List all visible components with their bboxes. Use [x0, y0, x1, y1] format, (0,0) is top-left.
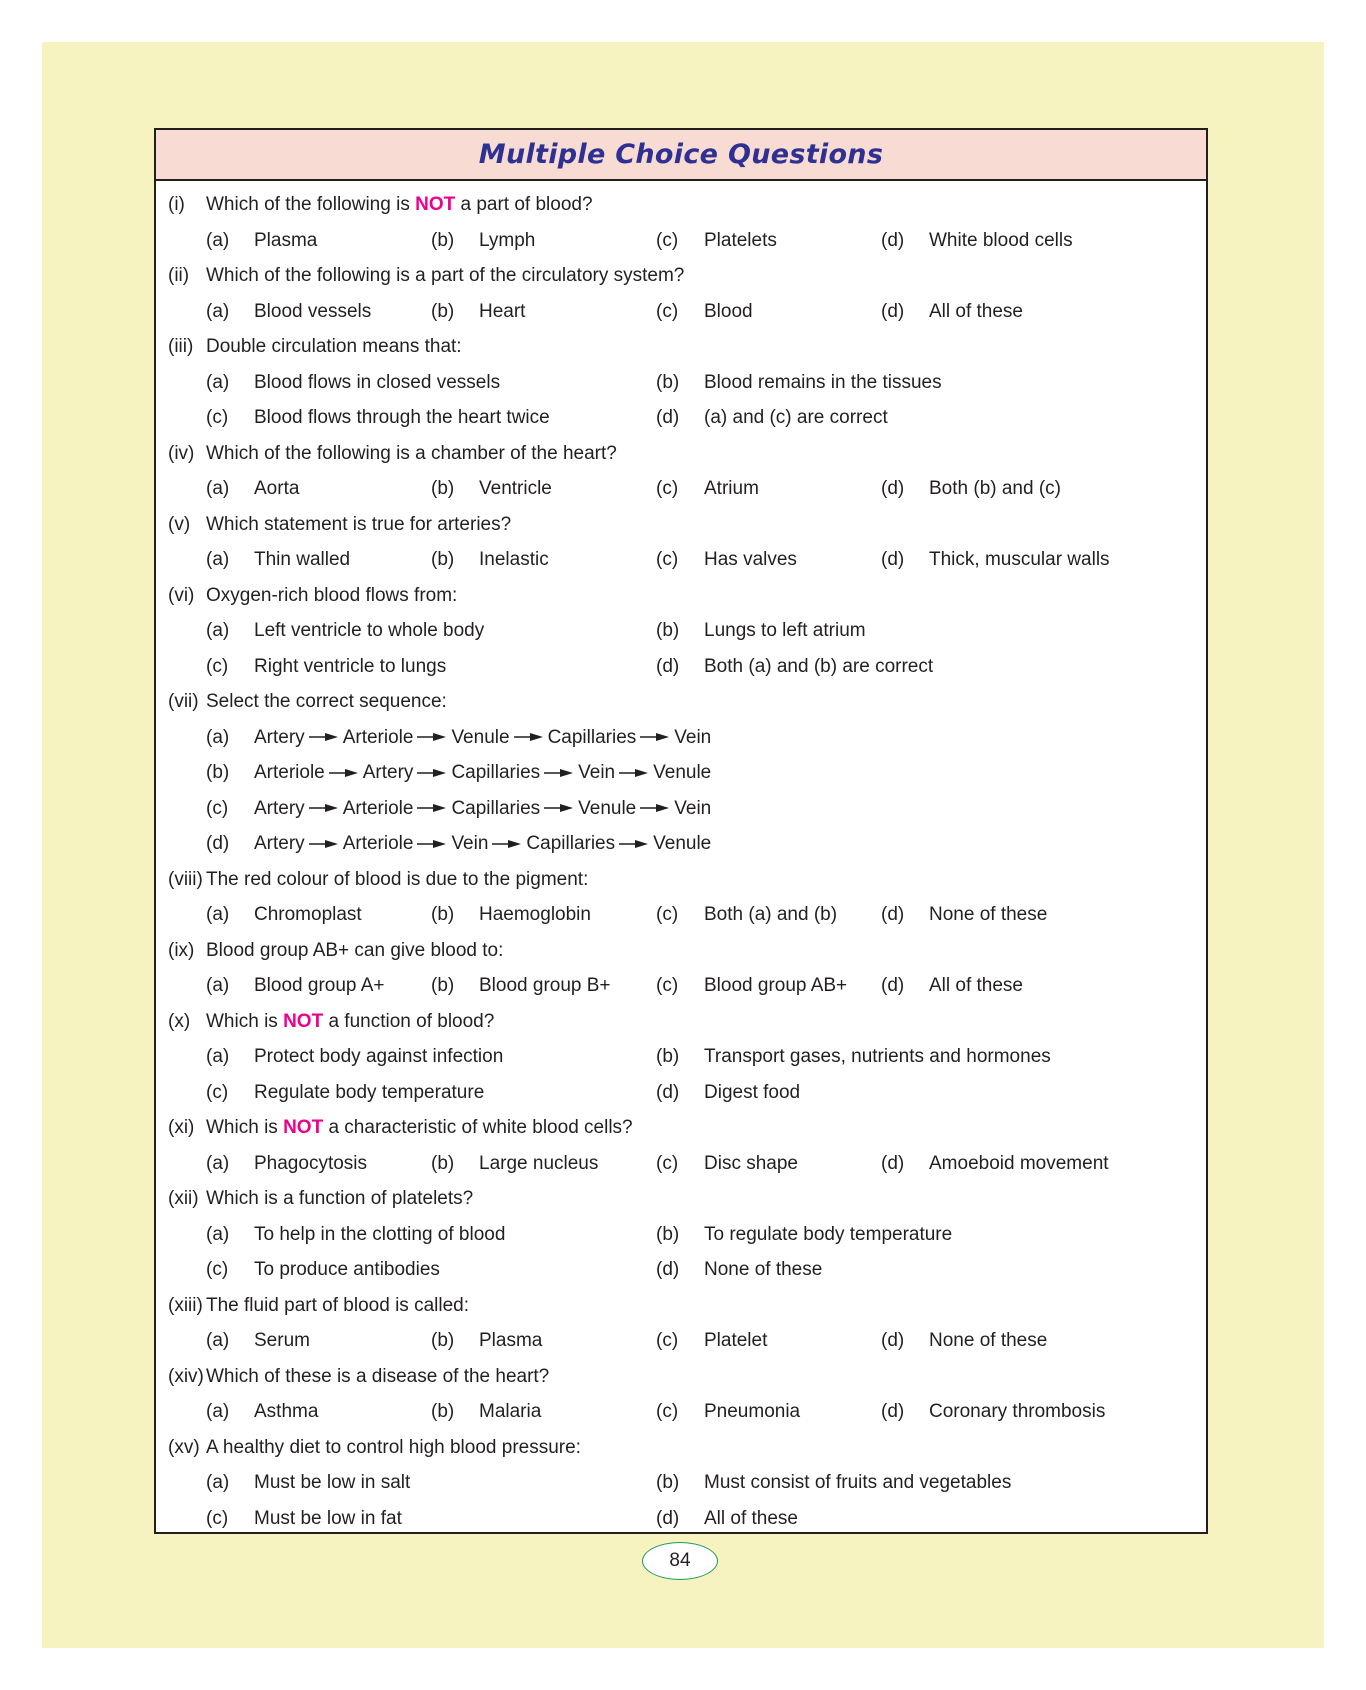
question-text-part: a function of blood? — [323, 1010, 495, 1032]
option-label: (d) — [656, 407, 680, 428]
option-text[interactable]: Chromoplast — [254, 904, 362, 925]
option-text[interactable]: Atrium — [704, 478, 759, 499]
options-row — [156, 1465, 1206, 1501]
question-text — [206, 187, 593, 223]
question-number: (xiii) — [168, 1294, 203, 1316]
options-row — [156, 294, 1206, 330]
option-label: (c) — [656, 1401, 679, 1422]
option-label: (a) — [206, 1472, 230, 1493]
question-row — [156, 1288, 1206, 1324]
options-row — [156, 1075, 1206, 1111]
option-text[interactable]: Serum — [254, 1330, 310, 1351]
option-text[interactable]: Pneumonia — [704, 1401, 801, 1422]
option-text[interactable]: Blood — [704, 300, 753, 322]
option-label: (c) — [656, 1330, 679, 1351]
option-label: (a) — [206, 549, 230, 570]
arrow-icon — [309, 732, 339, 742]
question-text — [206, 507, 511, 543]
mcq-box — [154, 128, 1208, 1534]
option-text[interactable]: To produce antibodies — [254, 1259, 440, 1280]
option-text[interactable]: Inelastic — [479, 549, 549, 570]
sequence-step: Artery — [254, 726, 305, 748]
option-text[interactable]: Blood remains in the tissues — [704, 371, 942, 393]
option-label: (a) — [206, 1330, 230, 1351]
question-number: (vi) — [168, 584, 195, 606]
option-label: (d) — [881, 904, 905, 925]
option-text[interactable]: Disc shape — [704, 1152, 798, 1174]
question-text-part: Which is a function of platelets? — [206, 1188, 474, 1209]
sequence-step: Artery — [362, 762, 414, 783]
question-number: (i) — [168, 194, 185, 215]
option-text[interactable]: Must consist of fruits and vegetables — [704, 1472, 1012, 1493]
question-number: (viii) — [168, 868, 203, 890]
option-text[interactable]: Has valves — [704, 549, 797, 570]
option-label: (b) — [656, 1472, 680, 1493]
options-row — [156, 542, 1206, 578]
option-text[interactable]: Plasma — [254, 229, 318, 251]
option-label: (c) — [206, 1259, 229, 1280]
options-row — [156, 471, 1206, 507]
option-label: (c) — [656, 975, 679, 996]
question-list — [156, 181, 1206, 1536]
question-text-part: a characteristic of white blood cells? — [323, 1117, 633, 1138]
option-label: (b) — [431, 1330, 455, 1351]
option-label: (a) — [206, 726, 230, 748]
question-row — [156, 187, 1206, 223]
option-label: (c) — [206, 1507, 229, 1529]
option-text[interactable]: Blood flows in closed vessels — [254, 371, 501, 393]
sequence-step: Vein — [451, 833, 489, 854]
option-text[interactable]: Heart — [479, 300, 526, 322]
option-label: (b) — [206, 762, 230, 783]
option-text[interactable]: To regulate body temperature — [704, 1223, 953, 1245]
sequence-step: Arteriole — [342, 833, 414, 854]
question-text — [206, 436, 617, 472]
option-label: (c) — [656, 549, 679, 570]
option-text[interactable]: Ventricle — [479, 478, 552, 499]
option-text[interactable]: Digest food — [704, 1081, 801, 1103]
option-label: (a) — [206, 1223, 230, 1245]
option-label: (d) — [881, 478, 905, 499]
question-text — [206, 1181, 473, 1217]
question-row — [156, 578, 1206, 614]
page-number: 84 — [642, 1542, 718, 1580]
option-label: (b) — [431, 904, 455, 925]
question-row — [156, 436, 1206, 472]
arrow-icon — [417, 768, 447, 778]
option-text[interactable]: Platelet — [704, 1330, 768, 1351]
option-text[interactable]: Left ventricle to whole body — [254, 620, 485, 641]
page-background — [42, 42, 1324, 1648]
sequence-step: Venule — [451, 726, 510, 748]
option-label: (a) — [206, 478, 230, 499]
question-text-part: Which of the following is a chamber of the heart? — [206, 442, 617, 464]
page-title: Multiple Choice Questions — [478, 139, 884, 170]
option-sequence[interactable] — [254, 720, 711, 756]
question-text-part: The red colour of blood is due to the pigment: — [206, 868, 589, 890]
sequence-step: Arteriole — [342, 797, 414, 819]
option-label: (d) — [656, 1081, 680, 1103]
question-number: (ix) — [168, 939, 195, 961]
question-number: (xiv) — [168, 1365, 204, 1387]
question-text-part: Select the correct sequence: — [206, 691, 447, 712]
option-text[interactable]: Malaria — [479, 1401, 542, 1422]
options-row — [156, 223, 1206, 259]
arrow-icon — [619, 768, 649, 778]
options-row — [156, 1146, 1206, 1182]
sequence-step: Artery — [254, 797, 305, 819]
question-row — [156, 1359, 1206, 1395]
option-text[interactable]: Blood group A+ — [254, 975, 385, 996]
sequence-step: Capillaries — [526, 833, 616, 854]
option-text[interactable]: Blood flows through the heart twice — [254, 407, 550, 428]
question-row — [156, 862, 1206, 898]
option-label: (b) — [656, 1223, 680, 1245]
question-number: (iv) — [168, 442, 195, 464]
options-row — [156, 365, 1206, 401]
question-text-part: a part of blood? — [455, 194, 593, 215]
arrow-icon — [309, 803, 339, 813]
option-label: (a) — [206, 371, 230, 393]
question-row — [156, 933, 1206, 969]
options-row — [156, 1039, 1206, 1075]
question-number: (vii) — [168, 691, 199, 712]
option-text[interactable]: Blood vessels — [254, 300, 372, 322]
option-text[interactable]: All of these — [704, 1507, 798, 1529]
question-number: (v) — [168, 513, 191, 535]
sequence-step: Vein — [674, 797, 712, 819]
question-text — [206, 1004, 494, 1040]
question-row — [156, 507, 1206, 543]
mcq-header — [156, 130, 1206, 181]
option-label: (d) — [206, 833, 230, 854]
option-label: (b) — [431, 1152, 455, 1174]
question-text-part: Blood group AB+ can give blood to: — [206, 939, 504, 961]
options-row — [156, 1501, 1206, 1537]
option-text[interactable]: Lymph — [479, 229, 536, 251]
sequence-step: Capillaries — [547, 726, 637, 748]
question-text-part: Which is — [206, 1117, 284, 1138]
option-text[interactable]: Both (b) and (c) — [929, 478, 1061, 499]
arrow-icon — [619, 839, 649, 849]
option-label: (b) — [656, 620, 680, 641]
option-text[interactable]: None of these — [929, 1330, 1048, 1351]
options-row — [156, 1252, 1206, 1288]
option-label: (d) — [656, 1507, 680, 1529]
sequence-step: Capillaries — [451, 762, 541, 783]
option-text[interactable]: Phagocytosis — [254, 1152, 368, 1174]
question-text-part: Which of these is a disease of the heart? — [206, 1365, 550, 1387]
option-label: (b) — [431, 1401, 455, 1422]
option-label: (b) — [431, 229, 455, 251]
sequence-step: Venule — [653, 762, 712, 783]
question-text — [206, 578, 457, 614]
option-text[interactable]: Thick, muscular walls — [929, 549, 1110, 570]
options-row — [156, 613, 1206, 649]
option-text[interactable]: Protect body against infection — [254, 1046, 504, 1067]
question-row — [156, 258, 1206, 294]
option-text[interactable]: None of these — [929, 904, 1048, 925]
question-number: (xii) — [168, 1188, 199, 1209]
sequence-step: Arteriole — [254, 762, 325, 783]
option-label: (b) — [656, 371, 680, 393]
option-label: (d) — [881, 1330, 905, 1351]
sequence-step: Vein — [578, 762, 616, 783]
option-label: (a) — [206, 1401, 230, 1422]
arrow-icon — [492, 839, 522, 849]
question-text — [206, 329, 462, 365]
question-text — [206, 933, 503, 969]
question-number: (xv) — [168, 1436, 200, 1458]
option-label: (c) — [656, 300, 679, 322]
question-text — [206, 1110, 633, 1146]
option-label: (b) — [431, 549, 455, 570]
option-label: (d) — [881, 1152, 905, 1174]
highlight-not: NOT — [283, 1117, 324, 1138]
question-text-part: Which is — [206, 1010, 284, 1032]
option-sequence[interactable] — [254, 826, 711, 862]
highlight-not: NOT — [283, 1010, 324, 1032]
question-row — [156, 684, 1206, 720]
option-text[interactable]: All of these — [929, 975, 1023, 996]
option-text[interactable]: Must be low in fat — [254, 1507, 402, 1529]
option-label: (c) — [206, 1081, 229, 1103]
sequence-step: Venule — [578, 797, 637, 819]
arrow-icon — [544, 768, 574, 778]
options-row — [156, 400, 1206, 436]
option-text[interactable]: Amoeboid movement — [929, 1152, 1109, 1174]
arrow-icon — [309, 839, 339, 849]
option-label: (d) — [881, 975, 905, 996]
arrow-icon — [329, 768, 359, 778]
option-label: (b) — [431, 478, 455, 499]
option-label: (d) — [881, 1401, 905, 1422]
question-text-part: A healthy diet to control high blood pressure: — [206, 1436, 581, 1458]
option-sequence[interactable] — [254, 755, 711, 791]
option-text[interactable]: Large nucleus — [479, 1152, 599, 1174]
question-row — [156, 1004, 1206, 1040]
question-text-part: Double circulation means that: — [206, 336, 462, 357]
option-text[interactable]: Haemoglobin — [479, 904, 591, 925]
option-label: (d) — [881, 300, 905, 322]
sequence-step: Capillaries — [451, 797, 541, 819]
question-text — [206, 1288, 469, 1324]
question-text-part: Which of the following is a part of the circulatory system? — [206, 265, 685, 286]
question-number: (x) — [168, 1010, 191, 1032]
arrow-icon — [514, 732, 544, 742]
option-text[interactable]: White blood cells — [929, 229, 1073, 251]
option-label: (b) — [431, 975, 455, 996]
option-label: (d) — [881, 549, 905, 570]
option-text[interactable]: Plasma — [479, 1330, 543, 1351]
sequence-step: Artery — [254, 833, 305, 854]
question-text-part: Which of the following is — [206, 194, 416, 215]
option-label: (d) — [881, 229, 905, 251]
arrow-icon — [544, 803, 574, 813]
sequence-step: Arteriole — [342, 726, 414, 748]
option-text[interactable]: None of these — [704, 1259, 823, 1280]
option-text[interactable]: Aorta — [254, 478, 300, 499]
question-row — [156, 329, 1206, 365]
options-row — [156, 1323, 1206, 1359]
options-row — [156, 1394, 1206, 1430]
option-text[interactable]: Blood group AB+ — [704, 975, 848, 996]
option-label: (c) — [206, 797, 229, 819]
sequence-step: Vein — [674, 726, 712, 748]
option-text[interactable]: Both (a) and (b) — [704, 904, 838, 925]
option-label: (c) — [656, 478, 679, 499]
options-row — [156, 968, 1206, 1004]
option-text[interactable]: Right ventricle to lungs — [254, 655, 447, 677]
question-text — [206, 862, 588, 898]
sequence-row — [156, 755, 1206, 791]
options-row — [156, 649, 1206, 685]
option-label: (a) — [206, 1046, 230, 1067]
option-text[interactable]: Transport gases, nutrients and hormones — [704, 1046, 1051, 1067]
option-text[interactable]: Thin walled — [254, 549, 351, 570]
arrow-icon — [640, 803, 670, 813]
question-text — [206, 258, 684, 294]
option-text[interactable]: Lungs to left atrium — [704, 620, 866, 641]
sequence-step: Venule — [653, 833, 712, 854]
option-label: (a) — [206, 229, 230, 251]
option-label: (a) — [206, 300, 230, 322]
question-text — [206, 1430, 581, 1466]
option-label: (d) — [656, 655, 680, 677]
question-text — [206, 684, 447, 720]
question-text-part: The fluid part of blood is called: — [206, 1294, 469, 1316]
question-row — [156, 1110, 1206, 1146]
options-row — [156, 897, 1206, 933]
option-label: (c) — [656, 904, 679, 925]
question-number: (iii) — [168, 336, 194, 357]
option-text[interactable]: Blood group B+ — [479, 975, 611, 996]
question-row — [156, 1181, 1206, 1217]
option-label: (b) — [431, 300, 455, 322]
question-row — [156, 1430, 1206, 1466]
option-label: (a) — [206, 904, 230, 925]
option-label: (a) — [206, 975, 230, 996]
option-label: (c) — [656, 229, 679, 251]
arrow-icon — [640, 732, 670, 742]
options-row — [156, 1217, 1206, 1253]
question-text-part: Oxygen-rich blood flows from: — [206, 584, 458, 606]
arrow-icon — [417, 803, 447, 813]
option-text[interactable]: Must be low in salt — [254, 1472, 411, 1493]
sequence-row — [156, 791, 1206, 827]
option-label: (c) — [656, 1152, 679, 1174]
option-label: (d) — [656, 1259, 680, 1280]
option-sequence[interactable] — [254, 791, 711, 827]
option-text[interactable]: Coronary thrombosis — [929, 1401, 1106, 1422]
option-label: (a) — [206, 1152, 230, 1174]
option-text[interactable]: Regulate body temperature — [254, 1081, 485, 1103]
arrow-icon — [417, 839, 447, 849]
question-number: (xi) — [168, 1117, 195, 1138]
option-text[interactable]: All of these — [929, 300, 1023, 322]
sequence-row — [156, 826, 1206, 862]
option-label: (c) — [206, 655, 229, 677]
option-label: (b) — [656, 1046, 680, 1067]
question-text-part: Which statement is true for arteries? — [206, 513, 512, 535]
question-number: (ii) — [168, 265, 190, 286]
question-text — [206, 1359, 549, 1395]
arrow-icon — [417, 732, 447, 742]
option-text[interactable]: Asthma — [254, 1401, 319, 1422]
option-text[interactable]: Platelets — [704, 229, 777, 251]
option-text[interactable]: (a) and (c) are correct — [704, 407, 888, 428]
option-label: (a) — [206, 620, 230, 641]
sequence-row — [156, 720, 1206, 756]
option-text[interactable]: To help in the clotting of blood — [254, 1223, 506, 1245]
option-label: (c) — [206, 407, 229, 428]
highlight-not: NOT — [415, 194, 456, 215]
option-text[interactable]: Both (a) and (b) are correct — [704, 655, 934, 677]
